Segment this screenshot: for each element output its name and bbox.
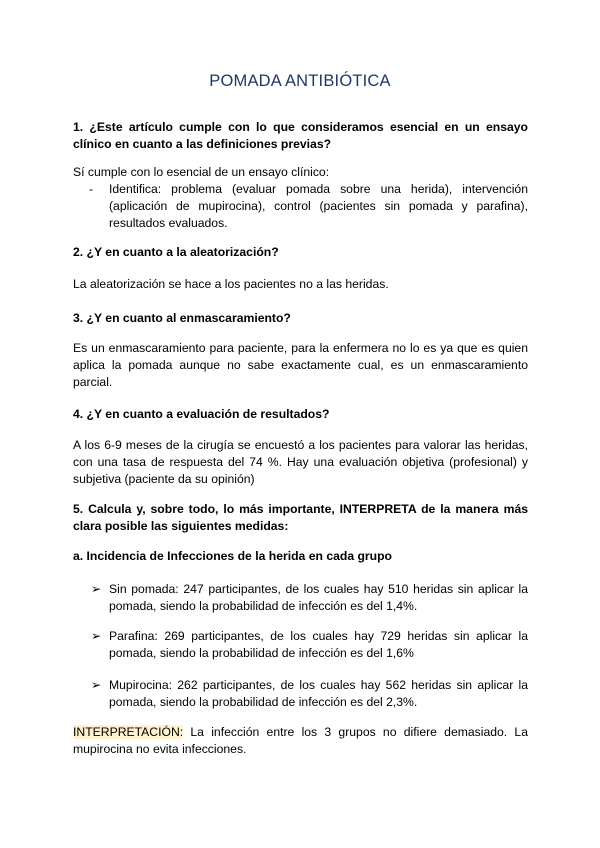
- list-item-mupirocina: [91, 677, 528, 711]
- interpretation-label: INTERPRETACIÓN:: [73, 725, 184, 739]
- answer-2: La aleatorización se hace a los pacientes no a las heridas.: [73, 277, 389, 291]
- list-item-text: Mupirocina: 262 participantes, de los cuales hay 562 heridas sin aplicar la pomada, siendo la probabilidad de infección es del 2,3%.: [109, 678, 528, 709]
- question-2: 2. ¿Y en cuanto a la aleatorización?: [73, 245, 279, 259]
- list-item-text: Sin pomada: 247 participantes, de los cuales hay 510 heridas sin aplicar la pomada, siendo la probabilidad de infección es del 1,4%.: [109, 582, 528, 613]
- dash-bullet-icon: -: [89, 182, 94, 196]
- question-1: 1. ¿Este artículo cumple con lo que consideramos esencial en un ensayo clínico en cuanto a las definiciones previas?: [73, 120, 528, 151]
- answer-1-bullet: [91, 181, 528, 232]
- question-4: 4. ¿Y en cuanto a evaluación de resultados?: [73, 407, 330, 421]
- list-item-parafina: [91, 628, 528, 662]
- document-title: POMADA ANTIBIÓTICA: [209, 72, 391, 90]
- arrow-bullet-icon: ➢: [91, 678, 102, 692]
- answer-3: Es un enmascaramiento para paciente, para la enfermera no lo es ya que es quien aplica la pomada aunque no sabe exactamente cual, es un enmascaramiento parcial.: [73, 341, 528, 389]
- list-item-sin-pomada: [91, 581, 528, 615]
- answer-4: A los 6-9 meses de la cirugía se encuestó a los pacientes para valorar las heridas, con una tasa de respuesta del 74 %. Hay una evaluación objetiva (profesional) y subjetiva (paciente da su opinión): [73, 438, 528, 486]
- arrow-bullet-icon: ➢: [91, 629, 102, 643]
- interpretation: [73, 724, 528, 758]
- question-3: 3. ¿Y en cuanto al enmascaramiento?: [73, 311, 291, 325]
- list-item-text: Parafina: 269 participantes, de los cuales hay 729 heridas sin aplicar la pomada, siendo la probabilidad de infección es del 1,6%: [109, 629, 528, 660]
- answer-1-intro: Sí cumple con lo esencial de un ensayo clínico:: [73, 165, 330, 179]
- interpretation-text: La infección entre los 3 grupos no difiere demasiado. La mupirocina no evita infecciones.: [73, 725, 528, 756]
- answer-1-bullet-text: Identifica: problema (evaluar pomada sobre una herida), intervención (aplicación de mupirocina), control (pacientes sin pomada y parafina), resultados evaluados.: [109, 182, 528, 230]
- question-5a: a. Incidencia de Infecciones de la herida en cada grupo: [73, 549, 393, 563]
- arrow-bullet-icon: ➢: [91, 582, 102, 596]
- question-5: 5. Calcula y, sobre todo, lo más importante, INTERPRETA de la manera más clara posible las siguientes medidas:: [73, 502, 528, 533]
